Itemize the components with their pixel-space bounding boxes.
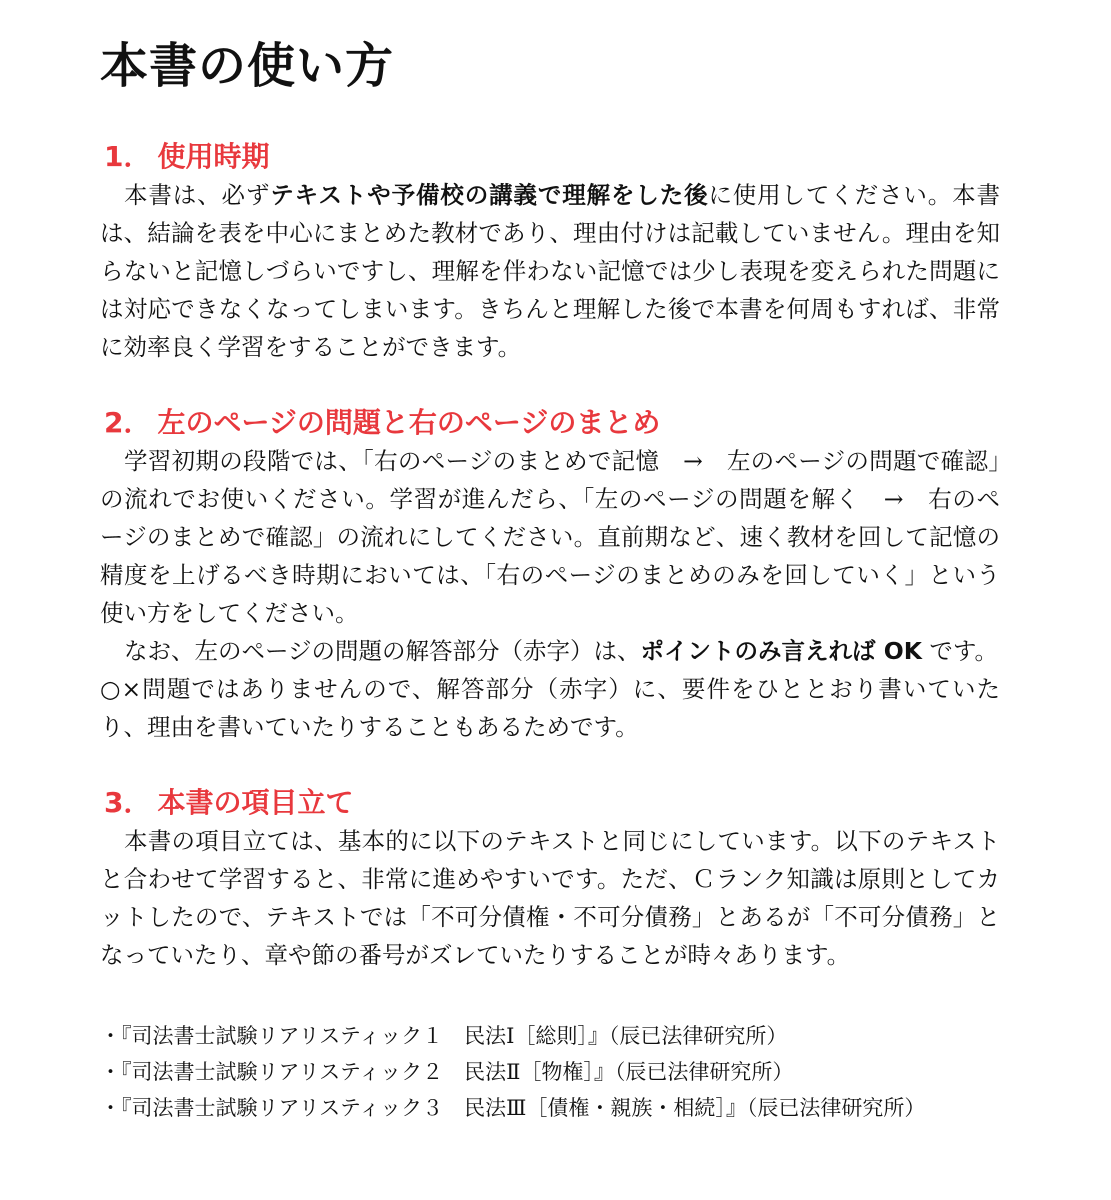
section-questions-and-summary <box>100 404 1000 746</box>
section-number: 1． <box>104 140 152 173</box>
section-heading <box>100 404 1000 442</box>
paragraph-text: に使用してください。本書は、結論を表を中心にまとめた教材であり、理由付けは記載していません。理由を知らないと記憶しづらいですし、理解を伴わない記憶では少し表現を変えられた問題には対応できなくなってしまいます。きちんと理解した後で本書を何周もすれば、非常に効率良く学習をすることができます。 <box>100 181 1001 361</box>
section-title: 左のページの問題と右のページのまとめ <box>157 406 661 439</box>
paragraph: 学習初期の段階では、「右のページのまとめで記憶 → 左のページの問題で確認」の流れでお使いください。学習が進んだら、「左のページの問題を解く → 右のページのまとめで確認」の流れにしてください。直前期など、速く教材を回して記憶の精度を上げるべき時期においては、「右のページのまとめのみを回していく」という使い方をしてください。 <box>100 447 1000 627</box>
section-number: 2． <box>104 406 152 439</box>
paragraph-text: です。 <box>921 637 998 665</box>
paragraph-text: なお、左のページの問題の解答部分（赤字）は、 <box>124 637 641 665</box>
document-page <box>100 34 1000 1126</box>
section-book-structure <box>100 784 1000 1126</box>
reference-book-list <box>100 1018 1000 1126</box>
paragraph: 本書の項目立ては、基本的に以下のテキストと同じにしています。以下のテキストと合わせて学習すると、非常に進めやすいです。ただ、Ｃランク知識は原則としてカットしたので、テキストでは「不可分債権・不可分債務」とあるが「不可分債務」となっていたり、章や節の番号がズレていたりすることが時々あります。 <box>100 827 1000 969</box>
page-title: 本書の使い方 <box>100 38 395 94</box>
list-item: ・『司法書士試験リアリスティック３ 民法Ⅲ［債権・親族・相続］』（辰已法律研究所） <box>100 1096 926 1120</box>
paragraph <box>100 176 1000 366</box>
emphasis-text: ポイントのみ言えれば OK <box>640 637 922 665</box>
section-number: 3． <box>104 786 152 819</box>
paragraph: ○×問題ではありませんので、解答部分（赤字）に、要件をひととおり書いていたり、理由を書いていたりすることもあるためです。 <box>100 675 1000 741</box>
section-heading <box>100 784 1000 822</box>
list-item: ・『司法書士試験リアリスティック２ 民法Ⅱ［物権］』（辰已法律研究所） <box>100 1060 794 1084</box>
section-usage-timing <box>100 138 1000 366</box>
paragraph-text: 本書は、必ず <box>124 181 271 209</box>
section-title: 本書の項目立て <box>157 786 354 819</box>
list-item: ・『司法書士試験リアリスティック１ 民法Ⅰ［総則］』（辰已法律研究所） <box>100 1024 788 1048</box>
section-title: 使用時期 <box>157 140 270 173</box>
paragraph <box>100 632 1000 670</box>
emphasis-text: テキストや予備校の講義で理解をした後 <box>270 181 709 209</box>
section-heading <box>100 138 1000 176</box>
